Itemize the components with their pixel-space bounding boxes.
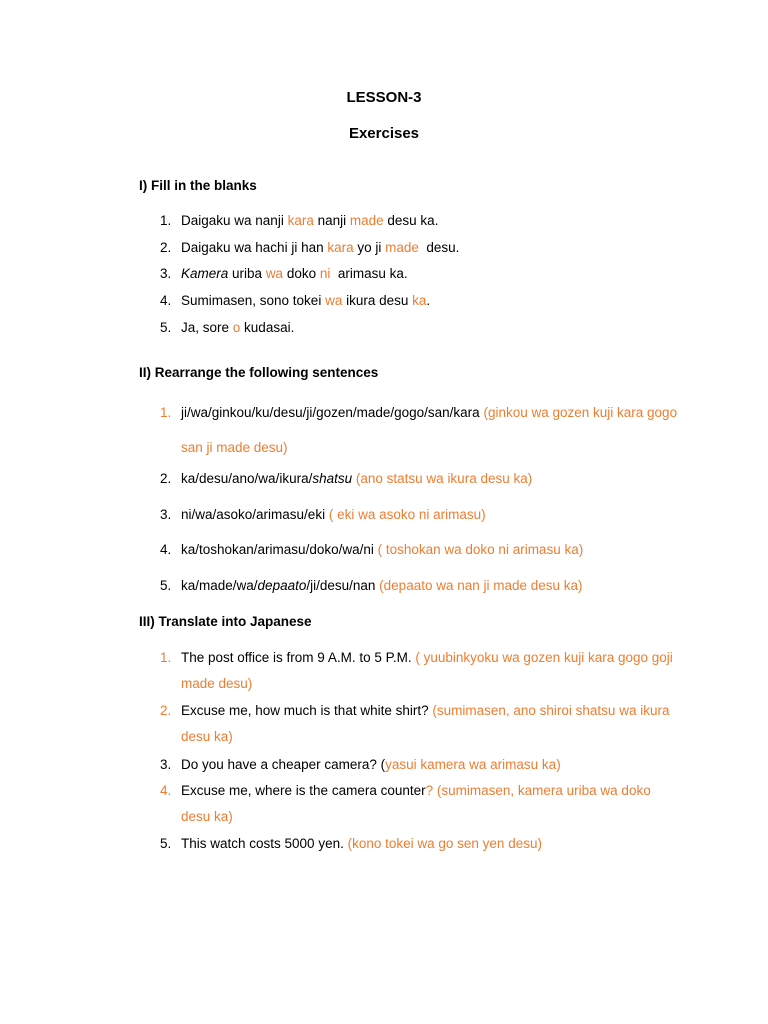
list-number: 2.	[160, 703, 172, 718]
list-number: 5.	[160, 836, 172, 851]
section-1-heading: I) Fill in the blanks	[139, 178, 257, 193]
answer-text: kara	[327, 240, 354, 255]
list-item-text	[181, 698, 680, 750]
question-text: Do you have a cheaper camera? (	[181, 757, 386, 772]
question-text: nanji	[313, 213, 350, 228]
lesson-title: LESSON-3	[346, 89, 422, 106]
list-item-text	[181, 537, 680, 563]
list-number: 1.	[160, 213, 172, 228]
list-item-text	[181, 573, 680, 599]
answer-text: kara	[287, 213, 314, 228]
list-number: 4.	[160, 542, 172, 557]
question-text: ikura desu	[342, 293, 413, 308]
list-item-text	[181, 831, 680, 857]
exercises-title: Exercises	[348, 125, 420, 142]
answer-text: ( yuubinkyoku wa gozen kuji kara gogo goji made desu)	[181, 650, 677, 691]
list-item	[160, 235, 680, 261]
list-item	[160, 537, 680, 563]
section-3-heading: III) Translate into Japanese	[139, 614, 312, 629]
question-text: ka/desu/ano/wa/ikura/	[181, 471, 313, 486]
answer-text: o	[232, 320, 241, 335]
question-text: desu ka.	[383, 213, 439, 228]
question-text: Daigaku wa hachi ji han	[181, 240, 328, 255]
list-number: 5.	[160, 578, 172, 593]
answer-text: ( eki wa asoko ni arimasu)	[328, 507, 486, 522]
list-number: 5.	[160, 320, 172, 335]
list-item	[160, 502, 680, 528]
answer-text: wa	[325, 293, 343, 308]
question-text: Ja, sore	[181, 320, 233, 335]
answer-text: yasui kamera wa arimasu ka)	[385, 757, 561, 772]
list-item-text	[181, 261, 680, 287]
list-item	[160, 752, 680, 778]
list-number: 1.	[160, 650, 172, 665]
section-2-heading: II) Rearrange the following sentences	[139, 365, 379, 380]
question-text: ka/made/wa/	[181, 578, 258, 593]
list-item	[160, 395, 680, 465]
list-number: 1.	[160, 405, 172, 420]
question-text: The post office is from 9 A.M. to 5 P.M.	[181, 650, 416, 665]
answer-text: made	[349, 213, 384, 228]
list-item-text	[181, 645, 680, 697]
list-item	[160, 466, 680, 492]
question-text: Daigaku wa nanji	[181, 213, 288, 228]
list-item	[160, 208, 680, 234]
answer-text: ka	[412, 293, 427, 308]
question-text: Excuse me, where is the camera counter	[181, 783, 426, 798]
question-text: This watch costs 5000 yen.	[181, 836, 348, 851]
list-item	[160, 645, 680, 697]
question-text: shatsu	[312, 471, 353, 486]
question-text: ji/wa/ginkou/ku/desu/ji/gozen/made/gogo/san/kara	[181, 405, 484, 420]
question-text: ni/wa/asoko/arimasu/eki	[181, 507, 329, 522]
list-item-text	[181, 288, 680, 314]
answer-text: made	[385, 240, 419, 255]
question-text: depaato	[257, 578, 307, 593]
question-text: Excuse me, how much is that white shirt?	[181, 703, 433, 718]
answer-text: (sumimasen, ano shiroi shatsu wa ikura desu ka)	[181, 703, 674, 744]
list-item-text	[181, 395, 680, 465]
list-item-text	[181, 466, 680, 492]
answer-text: (ano statsu wa ikura desu ka)	[355, 471, 533, 486]
list-item-text	[181, 502, 680, 528]
list-item	[160, 778, 680, 830]
list-item-text	[181, 208, 680, 234]
list-number: 3.	[160, 507, 172, 522]
answer-text: (ginkou wa gozen kuji kara gogo san ji made desu)	[181, 405, 681, 455]
answer-text: ? (sumimasen, kamera uriba wa doko desu ka)	[181, 783, 655, 824]
list-number: 4.	[160, 783, 172, 798]
list-item	[160, 831, 680, 857]
list-item-text	[181, 235, 680, 261]
answer-text: (depaato wa nan ji made desu ka)	[379, 578, 583, 593]
list-item	[160, 573, 680, 599]
list-item-text	[181, 315, 680, 341]
question-text: Sumimasen, sono tokei	[181, 293, 326, 308]
list-item	[160, 315, 680, 341]
question-text: kudasai.	[240, 320, 295, 335]
list-number: 2.	[160, 240, 172, 255]
list-item	[160, 288, 680, 314]
list-number: 3.	[160, 266, 172, 281]
answer-text: ( toshokan wa doko ni arimasu ka)	[377, 542, 584, 557]
answer-text: wa	[265, 266, 284, 281]
answer-text: (kono tokei wa go sen yen desu)	[347, 836, 542, 851]
question-text: arimasu ka.	[330, 266, 408, 281]
question-text: doko	[283, 266, 320, 281]
question-text: yo ji	[353, 240, 386, 255]
list-number: 2.	[160, 471, 172, 486]
list-item-text	[181, 778, 680, 830]
list-number: 4.	[160, 293, 172, 308]
answer-text: ni	[319, 266, 331, 281]
question-text: Kamera	[181, 266, 229, 281]
list-item	[160, 261, 680, 287]
list-number: 3.	[160, 757, 172, 772]
question-text: .	[426, 293, 431, 308]
question-text: desu.	[418, 240, 460, 255]
question-text: ka/toshokan/arimasu/doko/wa/ni	[181, 542, 378, 557]
list-item-text	[181, 752, 680, 778]
list-item	[160, 698, 680, 750]
question-text: uriba	[228, 266, 266, 281]
question-text: /ji/desu/nan	[306, 578, 380, 593]
